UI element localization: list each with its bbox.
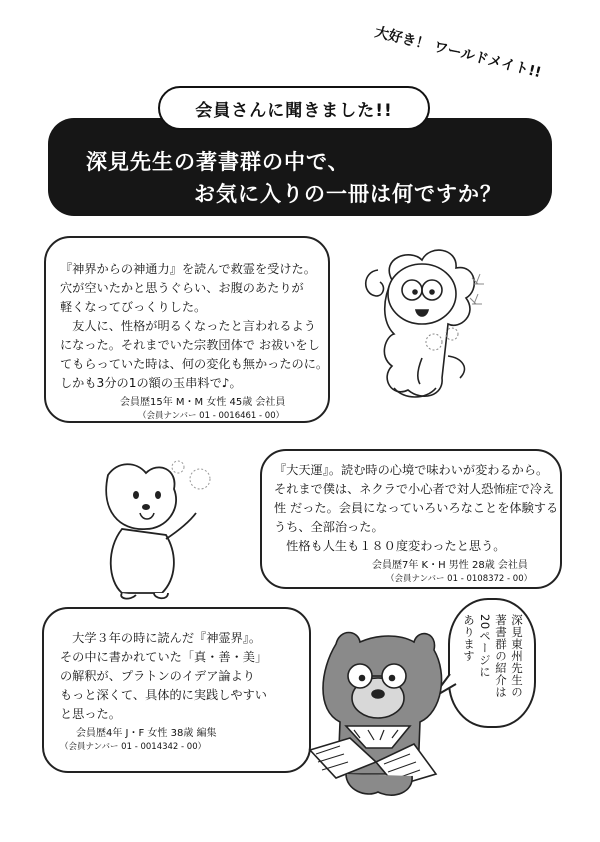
title-line-2: お気に入りの一冊は何ですか？ [194, 182, 502, 206]
note-column-4: あります [462, 614, 476, 662]
testimonial-1-line: 穴が空いたかと思うぐらい、お腹のあたりが [60, 281, 304, 295]
testimonial-2-member: 会員歴7年 K・H 男性 28歳 会社員 [372, 560, 528, 571]
testimonial-3-number: （会員ナンバー 01 - 0014342 - 00） [60, 742, 207, 752]
testimonial-1-line: 軽くなってびっくりした。 [60, 300, 207, 314]
sheep-illustration [352, 238, 512, 408]
bear-illustration [306, 614, 456, 814]
testimonial-3-line: 大学３年の時に読んだ『神霊界』。 [60, 631, 262, 645]
title-banner [48, 118, 552, 216]
testimonial-1-line: 友人に、性格が明るくなったと言われるよう [60, 319, 316, 333]
testimonial-2-line: 性格も人生も１８０度変わったと思う。 [274, 539, 506, 553]
testimonial-1-member: 会員歴15年 M・M 女性 45歳 会社員 [120, 397, 286, 408]
note-column-2: 著書群の紹介は [494, 614, 508, 698]
testimonial-2-line: 『大天運』。読む時の心境で味わいが変わるから。 [274, 463, 549, 477]
testimonial-2-line: うち、全部治った。 [274, 520, 384, 534]
testimonial-1-line: しかも3分の1の額の玉串料で♪。 [60, 376, 242, 390]
book-note-bubble [448, 598, 536, 728]
testimonial-2-line: それまで僕は、ネクラで小心者で対人恐怖症で冷え [274, 482, 555, 496]
testimonial-3-member: 会員歴4年 J・F 女性 38歳 編集 [76, 728, 217, 739]
interview-pill [158, 86, 430, 130]
dog-illustration [78, 455, 218, 605]
tagline-text: 大好き！ ワールドメイト!! [373, 24, 543, 78]
title-line-1: 深見先生の著書群の中で、 [86, 150, 350, 174]
testimonial-1 [44, 236, 330, 423]
testimonial-3-line: の解釈が、プラトンのイデア論より [60, 669, 255, 683]
testimonial-1-line: になった。それまでいた宗教団体で お祓いをし [60, 338, 320, 352]
note-column-3: 20ページに [478, 614, 492, 678]
testimonial-1-line: てもらっていた時は、何の変化も無かったのに。 [60, 357, 329, 371]
testimonial-3-line: その中に書かれていた「真・善・美」 [60, 650, 268, 664]
pill-text: 会員さんに聞きました!! [195, 100, 393, 121]
note-column-1: 深見東州先生の [510, 614, 524, 698]
testimonial-2-line: 性 だった。会員になっていろいろなことを体験する [274, 501, 559, 515]
testimonial-1-number: （会員ナンバー 01 - 0016461 - 00） [138, 411, 285, 421]
testimonial-3-line: と思った。 [60, 707, 121, 721]
testimonial-2-number: （会員ナンバー 01 - 0108372 - 00） [386, 574, 533, 584]
testimonial-2 [260, 449, 562, 589]
tagline [368, 8, 578, 78]
testimonial-3-line: もっと深くて、具体的に実践しやすい [60, 688, 267, 702]
testimonial-1-line: 『神界からの神通力』を読んで救霊を受けた。 [60, 262, 316, 276]
testimonial-3 [42, 607, 311, 773]
